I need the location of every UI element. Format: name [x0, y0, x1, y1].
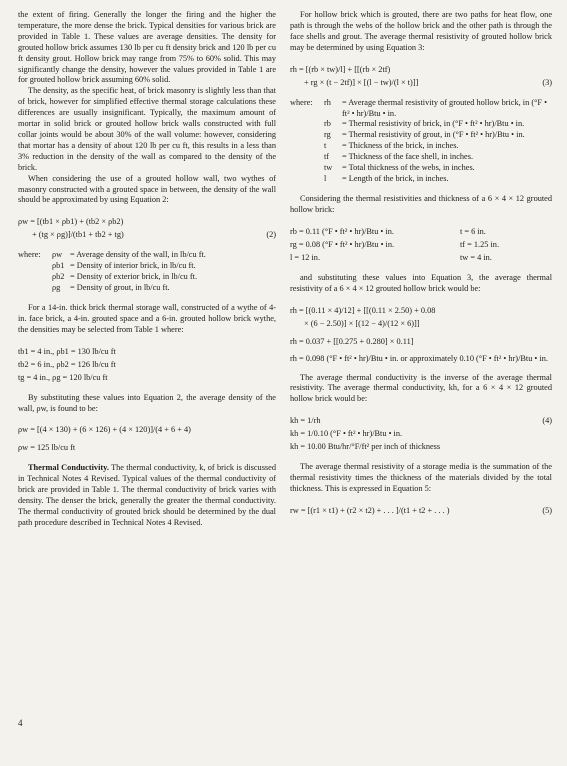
equation-2 — [18, 215, 276, 241]
definition: = Thickness of the face shell, in inches. — [342, 152, 474, 162]
where-item — [290, 174, 552, 185]
calculation — [18, 423, 276, 454]
paragraph: The average thermal conductivity is the inverse of the average thermal resistivity. The average thermal conductivity, kh, for a 6 × 4 × 12 grouted hollow brick would be: — [290, 372, 552, 404]
equation-line: ρw = [(tb1 × ρb1) + (tb2 × ρb2) — [18, 217, 124, 227]
definition: = Average density of the wall, in lb/cu ft. — [70, 250, 206, 260]
where-item — [290, 141, 552, 152]
equation-3 — [290, 63, 552, 89]
calculation — [290, 304, 552, 364]
paragraph: The density, as the specific heat, of brick masonry is slightly less than that of brick, however for simplified effective thermal storage calculations these differences are usually insignificant. Typically, the maximum amount of mortar in solid brick or grouted hollow brick walls constructed with full collar joints would be about 30% of the wall volume: however, considering that mortar has a density of about 120 lb per cu ft, this results in a less than 3% reduction in the density of the wall as compared to the density of the brick. — [18, 86, 276, 172]
paragraph: When considering the use of a grouted hollow wall, two wythes of masonry constructed with a grouted space in between, the density of the wall should be approximated by using Equation 2: — [18, 173, 276, 205]
symbol: ρg — [52, 283, 61, 293]
value-row — [290, 225, 552, 238]
symbol: l — [324, 173, 327, 183]
equation-line: ρw = 125 lb/cu ft — [18, 443, 76, 453]
paragraph: For a 14-in. thick brick thermal storage wall, constructed of a wythe of 4-in. face brick, a 4-in. grouted space and a 6-in. grouted hollow brick wythe, the densities may be selected from Table 1 where: — [18, 302, 276, 334]
equation-4 — [290, 414, 552, 453]
where-list — [18, 250, 276, 294]
where-item — [18, 261, 276, 272]
value-right: tw = 4 in. — [460, 252, 492, 262]
page-number: 4 — [18, 718, 23, 728]
definition: = Total thickness of the webs, in inches. — [342, 163, 475, 173]
value-right: tf = 1.25 in. — [460, 239, 500, 249]
symbol: tw — [324, 163, 333, 173]
definition: = Thermal resistivity of brick, in (°F • ft² • hr)/Btu • in. — [342, 119, 525, 129]
definition: = Length of the brick, in inches. — [342, 173, 449, 183]
equation-line: kh = 1/rh — [290, 416, 321, 426]
where-item — [18, 283, 276, 294]
symbol: ρb1 — [52, 261, 65, 271]
equation-line: kh = 10.00 Btu/hr/°F/ft² per inch of thickness — [290, 442, 441, 452]
definition: = Density of exterior brick, in lb/cu ft. — [70, 272, 198, 282]
equation-line: kh = 1/0.10 (°F • ft² • hr)/Btu • in. — [290, 429, 403, 439]
where-item — [290, 130, 552, 141]
where-label: where: — [290, 97, 313, 107]
symbol: tf — [324, 152, 330, 162]
given-values — [290, 225, 552, 264]
equation-line: rw = [(r1 × t1) + (r2 × t2) + . . . ]/(t1 + t2 + . . . ) — [290, 505, 450, 515]
symbol: rg — [324, 130, 331, 140]
left-column — [18, 10, 276, 529]
equation-line: ρw = [(4 × 130) + (6 × 126) + (4 × 120)]/(4 + 6 + 4) — [18, 425, 191, 435]
paragraph — [18, 463, 276, 528]
where-item — [290, 152, 552, 163]
paragraph: the extent of firing. Generally the longer the firing and the higher the temperature, the more dense the brick. Typical densities for various brick are provided in Table 1. These values are average densities. The density for grouted hollow brick assumes 130 lb per cu ft density brick and 120 lb per cu ft density grout. Hollow brick may range from 75% to 60% solid. This may significantly change the density, however the values provided in Table 1 are for grouted hollow brick assuming 60% solid. — [18, 10, 276, 85]
section-body: The thermal conductivity, k, of brick is discussed in Technical Notes 4 Revised. Typical values of the thermal conductivity of brick are provided in Table 1. The thermal conductivity of brick varies with density. The denser the brick, generally the greater the thermal conductivity. The thermal conductivity of grouted brick should be determined by the dual path procedure described in Technical Notes 4 Revised. — [18, 463, 276, 527]
equation-number: (2) — [266, 230, 276, 240]
equation-5 — [290, 504, 552, 517]
symbol: ρw — [52, 250, 63, 260]
given-values — [18, 345, 276, 384]
equation-number: (5) — [542, 505, 552, 515]
value-line: tb2 = 6 in., ρb2 = 126 lb/cu ft — [18, 359, 116, 369]
equation-line: rh = [(rb × tw)/l] + [[(rb × 2tf) — [290, 64, 391, 74]
symbol: t — [324, 141, 327, 151]
definition: = Density of grout, in lb/cu ft. — [70, 283, 170, 293]
where-item — [18, 272, 276, 283]
value-left: rg = 0.08 (°F • ft² • hr)/Btu • in. — [290, 239, 395, 249]
definition: = Density of interior brick, in lb/cu ft. — [70, 261, 196, 271]
paragraph: By substituting these values into Equation 2, the average density of the wall, ρw, is found to be: — [18, 392, 276, 413]
value-row — [290, 238, 552, 251]
equation-line: rh = [(0.11 × 4)/12] + [[(0.11 × 2.50) + 0.08 — [290, 305, 436, 315]
section-heading: Thermal Conductivity. — [28, 463, 109, 473]
equation-number: (3) — [542, 77, 552, 87]
value-left: rb = 0.11 (°F • ft² • hr)/Btu • in. — [290, 226, 394, 236]
right-column — [290, 10, 552, 517]
paragraph: Considering the thermal resistivities and thickness of a 6 × 4 × 12 grouted hollow brick: — [290, 193, 552, 214]
paragraph: and substituting these values into Equation 3, the average thermal resistivity of a 6 × 4 × 12 grouted hollow brick would be: — [290, 272, 552, 293]
equation-line: + (tg × ρg)]/(tb1 + tb2 + tg) — [32, 230, 124, 240]
value-right: t = 6 in. — [460, 226, 486, 236]
where-item — [290, 163, 552, 174]
value-line: tb1 = 4 in., ρb1 = 130 lb/cu ft — [18, 346, 116, 356]
definition: = Average thermal resistivity of grouted hollow brick, in (°F • ft² • hr)/Btu • in. — [342, 97, 547, 118]
equation-line: + rg × (t − 2tf)] × [(l − tw)/(l × t)]] — [304, 77, 419, 87]
paragraph: The average thermal resistivity of a storage media is the summation of the thermal resistivity times the thickness of the materials divided by the total thickness. This is expressed in Equation 5: — [290, 462, 552, 494]
value-row — [290, 251, 552, 264]
definition: = Thickness of the brick, in inches. — [342, 141, 459, 151]
equation-line: rh = 0.098 (°F • ft² • hr)/Btu • in. or approximately 0.10 (°F • ft² • hr)/Btu • in. — [290, 353, 548, 363]
where-item — [290, 98, 552, 120]
symbol: rb — [324, 119, 331, 129]
definition: = Thermal resistivity of grout, in (°F • ft² • hr)/Btu • in. — [342, 130, 525, 140]
symbol: ρb2 — [52, 272, 65, 282]
value-line: tg = 4 in., ρg = 120 lb/cu ft — [18, 372, 108, 382]
where-item — [290, 119, 552, 130]
equation-number: (4) — [542, 416, 552, 426]
symbol: rh — [324, 97, 331, 107]
where-item — [18, 250, 276, 261]
where-list — [290, 98, 552, 185]
equation-line: × (6 − 2.50)] × [(12 − 4)/(12 × 6)]] — [304, 318, 420, 328]
value-left: l = 12 in. — [290, 252, 321, 262]
where-label: where: — [18, 250, 41, 260]
equation-line: rh = 0.037 + [[0.275 + 0.280] × 0.11] — [290, 336, 414, 346]
paragraph: For hollow brick which is grouted, there are two paths for heat flow, one path is through the webs of the hollow brick and the other path is through the face shells and grout. The average thermal resistivity of grouted hollow brick may be determined by using Equation 3: — [290, 10, 552, 52]
